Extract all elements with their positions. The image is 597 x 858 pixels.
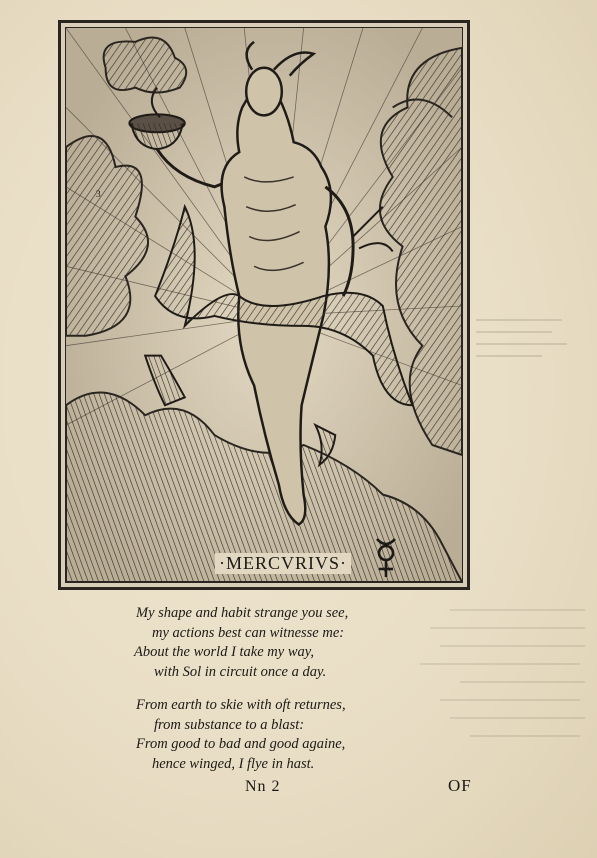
signature-mark: Nn 2 [245, 778, 281, 795]
stanza-break [118, 682, 448, 696]
mercury-figure-engraving [66, 28, 462, 582]
verse-line: with Sol in circuit once a day. [154, 663, 327, 680]
woodcut-caption: ·MERCVRIVS· [215, 553, 351, 574]
verse-line: from substance to a blast: [154, 716, 305, 733]
woodcut-inner-border [65, 27, 463, 583]
verse-line: From earth to skie with oft returnes, [136, 697, 346, 713]
woodcut-illustration [58, 20, 470, 590]
mercury-symbol-icon [371, 535, 401, 581]
verse-line: My shape and habit strange you see, [136, 605, 349, 621]
verse-line: hence winged, I flye in hast. [152, 755, 315, 772]
bleed-through-marks [472, 300, 582, 420]
verse-line: my actions best can witnesse me: [152, 624, 345, 641]
svg-text:3: 3 [95, 188, 101, 200]
verse-block [118, 604, 448, 774]
verse-line: From good to bad and good againe, [136, 736, 346, 752]
verse-line: About the world I take my way, [134, 644, 315, 660]
catchword: OF [448, 776, 472, 795]
